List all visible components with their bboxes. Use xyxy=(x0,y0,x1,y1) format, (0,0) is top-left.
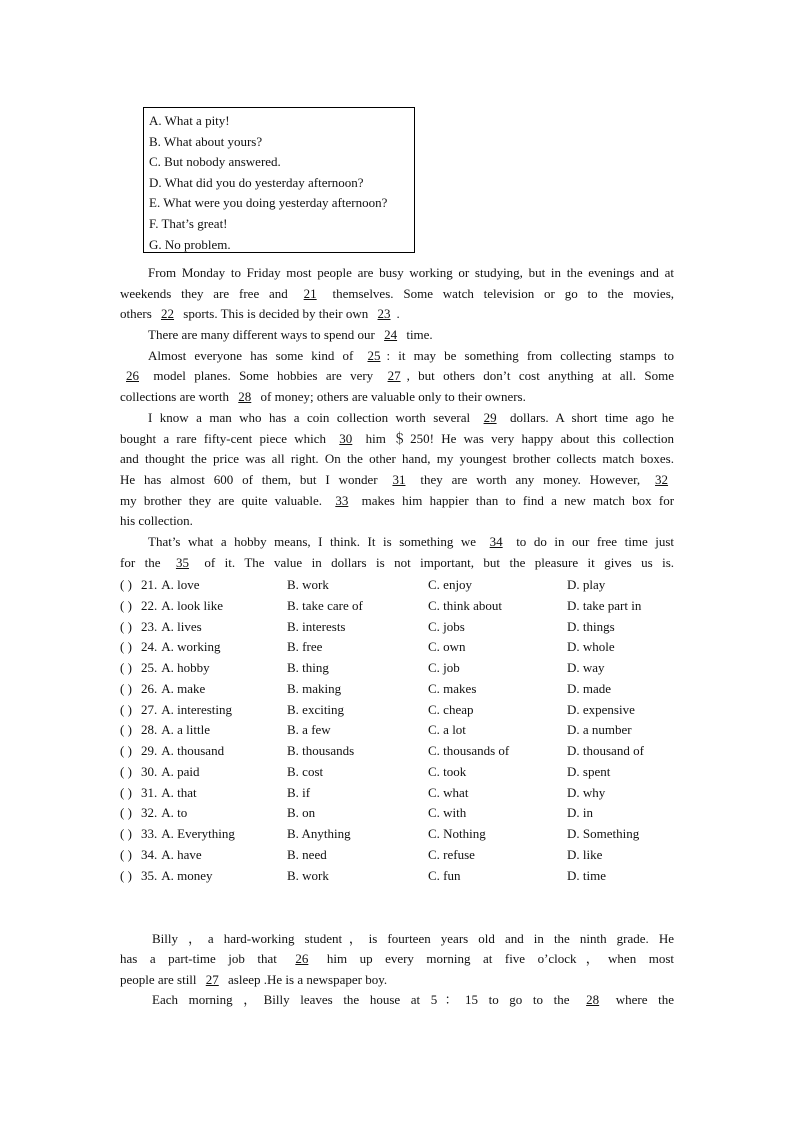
answer-paren[interactable]: ( ) xyxy=(120,639,132,655)
answer-paren[interactable]: ( ) xyxy=(120,660,132,675)
question-list xyxy=(120,575,680,886)
question-option-a xyxy=(141,762,200,783)
blank-27: 27 xyxy=(387,368,401,384)
question-option-b: B. work xyxy=(287,867,329,883)
passage-line: others 22 sports. This is decided by their own 23 . xyxy=(120,306,400,322)
question-option-c: C. think about xyxy=(428,597,503,613)
passage-line: and thought the price was all right. On the other hand, my youngest brother collects match boxes. xyxy=(120,451,674,467)
blank-27b: 27 xyxy=(205,971,219,987)
question-option-a xyxy=(141,679,205,700)
passage-line: for the 35 of it. The value in dollars is not important, but the pleasure it gives us is. xyxy=(120,554,675,570)
question-option-c: C. job xyxy=(428,660,460,675)
passage-line: his collection. xyxy=(120,513,193,529)
option-text: A. look like xyxy=(161,597,223,613)
blank-26b: 26 xyxy=(295,951,309,967)
option-b: B. What about yours? xyxy=(149,133,263,149)
question-option-c: C. cheap xyxy=(428,701,474,717)
question-option-c: C. makes xyxy=(428,680,477,696)
question-number: 27. xyxy=(141,701,158,717)
question-option-a xyxy=(141,617,202,638)
question-number: 25. xyxy=(141,660,158,675)
blank-35: 35 xyxy=(175,554,189,570)
question-option-c: C. refuse xyxy=(428,846,475,862)
option-d: D. What did you do yesterday afternoon? xyxy=(149,174,364,190)
question-row xyxy=(120,783,680,804)
option-text: A. thousand xyxy=(161,743,225,758)
option-text: A. a little xyxy=(161,722,210,738)
option-f: F. That’s great! xyxy=(149,215,228,231)
question-option-a xyxy=(141,866,213,887)
option-text: A. love xyxy=(161,577,200,592)
blank-32: 32 xyxy=(655,471,669,487)
question-number: 33. xyxy=(141,826,158,841)
option-c: C. But nobody answered. xyxy=(149,154,281,170)
passage-line: Billy ，a hard-working student，is fourteen years old and in the ninth grade. He xyxy=(152,931,674,946)
question-option-d: D. in xyxy=(567,805,593,821)
question-option-c: C. took xyxy=(428,763,467,779)
question-option-c: C. a lot xyxy=(428,722,466,738)
question-option-a xyxy=(141,720,210,741)
question-option-a xyxy=(141,700,232,721)
question-row xyxy=(120,762,680,783)
option-text: A. make xyxy=(161,680,206,696)
question-option-d: D. whole xyxy=(567,639,615,655)
question-option-a xyxy=(141,845,202,866)
question-number: 29. xyxy=(141,743,158,758)
option-text: A. that xyxy=(161,784,197,800)
option-text: A. lives xyxy=(161,618,202,634)
options-box xyxy=(143,107,415,253)
question-option-d: D. things xyxy=(567,618,615,634)
question-option-d: D. expensive xyxy=(567,701,635,717)
question-option-d: D. why xyxy=(567,784,606,800)
passage-line: people are still 27 asleep .He is a newspaper boy. xyxy=(120,971,388,987)
question-option-d: D. play xyxy=(567,577,606,592)
question-row xyxy=(120,866,680,887)
passage-line: collections are worth 28 of money; others are valuable only to their owners. xyxy=(120,389,526,405)
blank-24: 24 xyxy=(384,327,398,343)
question-option-a xyxy=(141,803,187,824)
question-option-a xyxy=(141,637,220,658)
question-number: 24. xyxy=(141,639,158,655)
question-number: 35. xyxy=(141,867,158,883)
option-text: A. money xyxy=(161,867,213,883)
question-row xyxy=(120,741,680,762)
passage-line: Almost everyone has some kind of 25 : it may be something from collecting stamps to xyxy=(148,347,675,363)
question-option-b: B. making xyxy=(287,680,342,696)
question-option-a xyxy=(141,741,224,762)
answer-paren[interactable]: ( ) xyxy=(120,701,132,717)
answer-paren[interactable]: ( ) xyxy=(120,763,132,779)
question-option-b: B. take care of xyxy=(287,597,363,613)
question-option-b: B. exciting xyxy=(287,701,345,717)
answer-paren[interactable]: ( ) xyxy=(120,805,132,821)
question-option-a xyxy=(141,824,235,845)
question-option-d: D. time xyxy=(567,867,606,883)
question-option-d: D. spent xyxy=(567,763,611,779)
question-row xyxy=(120,720,680,741)
option-text: A. interesting xyxy=(161,701,233,717)
option-a: A. What a pity! xyxy=(149,113,230,128)
question-option-b: B. thousands xyxy=(287,743,355,758)
passage-line: I know a man who has a coin collection worth several 29 dollars. A short time ago he xyxy=(148,409,675,425)
blank-31: 31 xyxy=(392,471,406,487)
answer-paren[interactable]: ( ) xyxy=(120,577,132,592)
question-option-c: C. fun xyxy=(428,867,461,883)
question-number: 21. xyxy=(141,577,158,592)
question-option-a xyxy=(141,783,197,804)
answer-paren[interactable]: ( ) xyxy=(120,826,132,841)
question-option-b: B. need xyxy=(287,846,327,862)
passage xyxy=(120,263,674,573)
question-option-b: B. cost xyxy=(287,763,324,779)
answer-paren[interactable]: ( ) xyxy=(120,597,132,613)
billy-passage xyxy=(120,929,674,1010)
question-number: 28. xyxy=(141,722,158,738)
question-option-d: D. made xyxy=(567,680,612,696)
question-number: 32. xyxy=(141,805,158,821)
question-option-a xyxy=(141,596,223,617)
answer-paren[interactable]: ( ) xyxy=(120,846,132,862)
question-row xyxy=(120,845,680,866)
blank-25: 25 xyxy=(367,347,381,363)
question-row xyxy=(120,824,680,845)
option-text: A. paid xyxy=(161,763,200,779)
question-option-b: B. if xyxy=(287,784,311,800)
question-row xyxy=(120,658,680,679)
blank-29: 29 xyxy=(483,409,497,425)
passage-line: has a part-time job that 26 him up every morning at five o’clock，when most xyxy=(120,951,674,967)
question-row xyxy=(120,700,680,721)
blank-28: 28 xyxy=(238,389,252,405)
question-row xyxy=(120,575,680,596)
option-e: E. What were you doing yesterday afternoon? xyxy=(149,195,388,211)
answer-paren[interactable]: ( ) xyxy=(120,618,132,634)
passage-line: bought a rare fifty-cent piece which 30 him ＄250! He was very happy about this collection xyxy=(120,430,675,446)
question-option-c: C. with xyxy=(428,805,467,821)
question-option-a xyxy=(141,575,200,596)
answer-paren[interactable]: ( ) xyxy=(120,867,132,883)
option-text: A. to xyxy=(161,805,188,821)
question-row xyxy=(120,803,680,824)
question-number: 26. xyxy=(141,680,158,696)
question-option-d: D. thousand of xyxy=(567,743,644,758)
blank-33: 33 xyxy=(335,492,349,508)
passage-line: That’s what a hobby means, I think. It is something we 34 to do in our free time just xyxy=(148,533,675,549)
question-option-b: B. work xyxy=(287,577,329,592)
question-option-d: D. Something xyxy=(567,826,640,841)
question-option-b: B. thing xyxy=(287,660,329,675)
question-option-b: B. Anything xyxy=(287,826,351,841)
passage-line: weekends they are free and 21 themselves. Some watch television or go to the movies, xyxy=(120,285,675,301)
question-number: 30. xyxy=(141,763,158,779)
question-option-c: C. what xyxy=(428,784,469,800)
question-option-d: D. take part in xyxy=(567,597,642,613)
blank-34: 34 xyxy=(489,533,503,549)
passage-line: my brother they are quite valuable. 33 makes him happier than to find a new match box for xyxy=(120,492,675,508)
answer-paren[interactable]: ( ) xyxy=(120,722,132,738)
question-option-c: C. thousands of xyxy=(428,743,510,758)
answer-paren[interactable]: ( ) xyxy=(120,680,132,696)
blank-30: 30 xyxy=(339,430,353,446)
blank-28b: 28 xyxy=(586,991,600,1007)
question-option-c: C. own xyxy=(428,639,466,655)
answer-paren[interactable]: ( ) xyxy=(120,743,132,758)
question-option-b: B. on xyxy=(287,805,316,821)
option-text: A. Everything xyxy=(161,826,235,841)
option-text: A. hobby xyxy=(161,660,210,675)
blank-22: 22 xyxy=(161,306,175,322)
option-g: G. No problem. xyxy=(149,236,231,252)
question-row xyxy=(120,617,680,638)
blank-21: 21 xyxy=(303,285,317,301)
question-row xyxy=(120,596,680,617)
question-option-c: C. enjoy xyxy=(428,577,473,592)
question-row xyxy=(120,637,680,658)
passage-line: He has almost 600 of them, but I wonder 31 they are worth any money. However, 32 xyxy=(120,470,674,491)
question-option-c: C. jobs xyxy=(428,618,465,634)
question-option-d: D. like xyxy=(567,846,603,862)
question-option-b: B. free xyxy=(287,639,323,655)
question-number: 34. xyxy=(141,846,158,862)
question-option-d: D. a number xyxy=(567,722,632,738)
question-number: 22. xyxy=(141,597,158,613)
blank-26: 26 xyxy=(126,368,139,384)
question-option-b: B. interests xyxy=(287,618,346,634)
question-option-c: C. Nothing xyxy=(428,826,486,841)
passage-line: There are many different ways to spend our 24 time. xyxy=(148,327,433,343)
option-text: A. have xyxy=(161,846,202,862)
answer-paren[interactable]: ( ) xyxy=(120,784,132,800)
passage-line: 26 model planes. Some hobbies are very 27 , but others don’t cost anything at all. Some xyxy=(120,366,674,387)
question-option-d: D. way xyxy=(567,660,605,675)
blank-23: 23 xyxy=(377,306,391,322)
question-number: 23. xyxy=(141,618,158,634)
passage-line: Each morning ，Billy leaves the house at 5：15 to go to the 28 where the xyxy=(152,991,675,1007)
question-option-a xyxy=(141,658,210,679)
question-option-b: B. a few xyxy=(287,722,331,738)
question-number: 31. xyxy=(141,784,158,800)
passage-line: From Monday to Friday most people are busy working or studying, but in the evenings and at xyxy=(148,265,674,280)
question-row xyxy=(120,679,680,700)
option-text: A. working xyxy=(161,639,221,655)
